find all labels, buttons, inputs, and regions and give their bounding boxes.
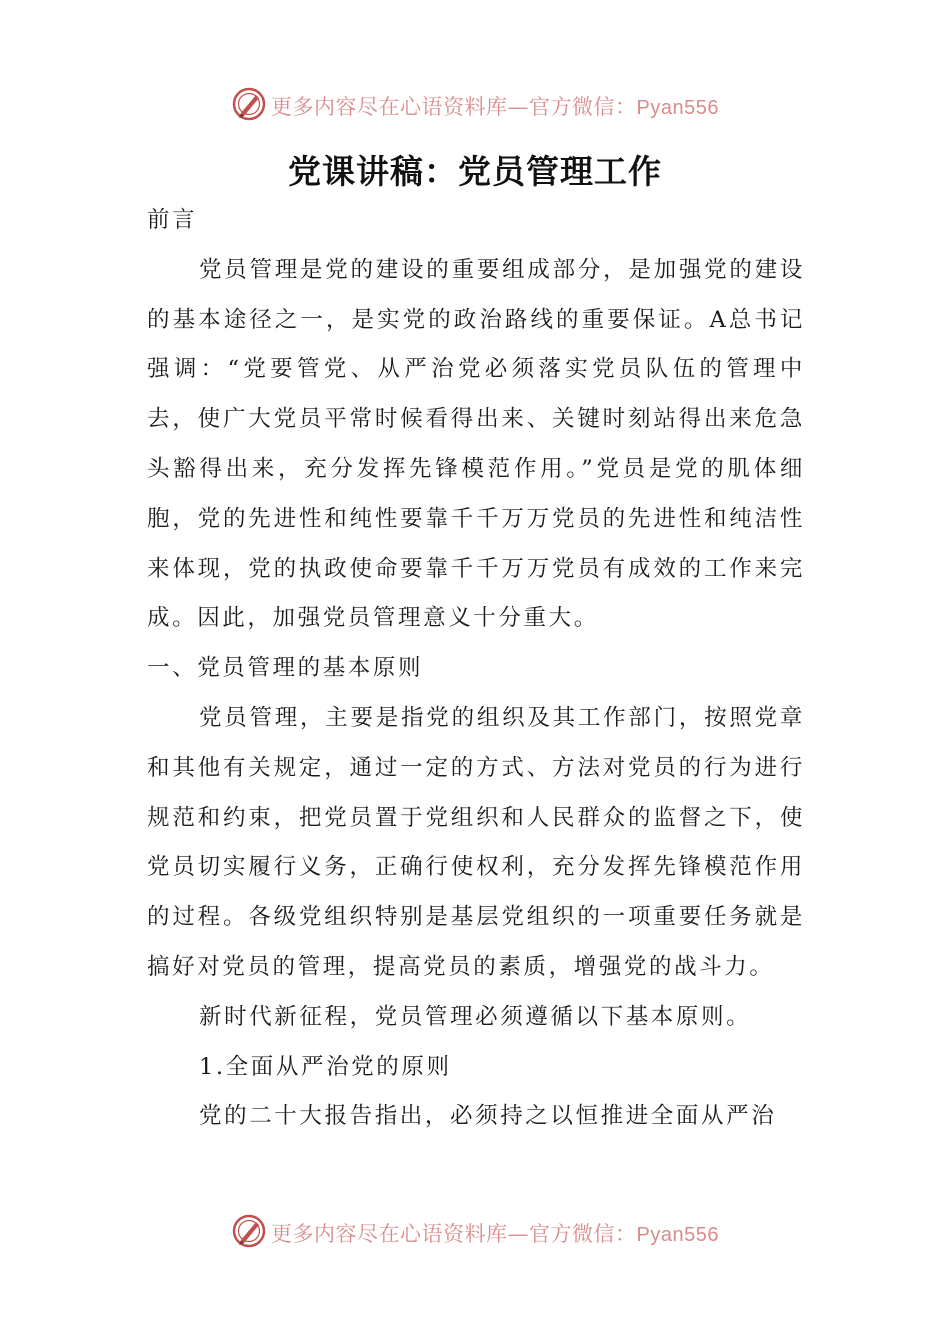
pen-logo-icon — [231, 1213, 267, 1249]
section-1-heading: 一、党员管理的基本原则 — [147, 655, 424, 682]
watermark-text: 更多内容尽在心语资料库—官方微信：Pyan556 — [271, 95, 719, 119]
watermark-text: 更多内容尽在心语资料库—官方微信：Pyan556 — [271, 1222, 719, 1246]
principle-1-heading: 1.全面从严治党的原则 — [199, 1053, 452, 1080]
wechat-id: Pyan556 — [636, 97, 719, 119]
section-1-paragraph: 党员管理，主要是指党的组织及其工作部门，按照党章和其他有关规定，通过一定的方式、方法对党员的行为进行规范和约束，把党员置于党组织和人民群众的监督之下，使党员切实履行义务，正确行使权利，充分发挥先锋模范作用的过程。各级党组织特别是基层党组织的一项重要任务就是搞好对党员的管理，提高党员的素质，增强党的战斗力。 — [147, 704, 805, 980]
watermark-banner-bottom — [0, 1209, 950, 1253]
section-1-intro: 新时代新征程，党员管理必须遵循以下基本原则。 — [199, 1003, 752, 1030]
pen-logo-icon — [231, 86, 267, 122]
watermark-banner-top — [0, 82, 950, 126]
wechat-id: Pyan556 — [636, 1224, 719, 1246]
document-body — [147, 196, 805, 1142]
principle-1-paragraph: 党的二十大报告指出，必须持之以恒推进全面从严治 — [199, 1103, 777, 1130]
document-title: 党课讲稿：党员管理工作 — [288, 152, 662, 191]
preface-paragraph: 党员管理是党的建设的重要组成部分，是加强党的建设的基本途径之一，是实党的政治路线的重要保证。A总书记强调：“党要管党、从严治党必须落实党员队伍的管理中去，使广大党员平常时候看得出来、关键时刻站得出来危急头豁得出来，充分发挥先锋模范作用。”党员是党的肌体细胞，党的先进性和纯性要靠千千万万党员的先进性和纯洁性来体现，党的执政使命要靠千千万万党员有成效的工作来完成。因此，加强党员管理意义十分重大。 — [147, 256, 805, 632]
preface-heading: 前言 — [147, 207, 198, 233]
